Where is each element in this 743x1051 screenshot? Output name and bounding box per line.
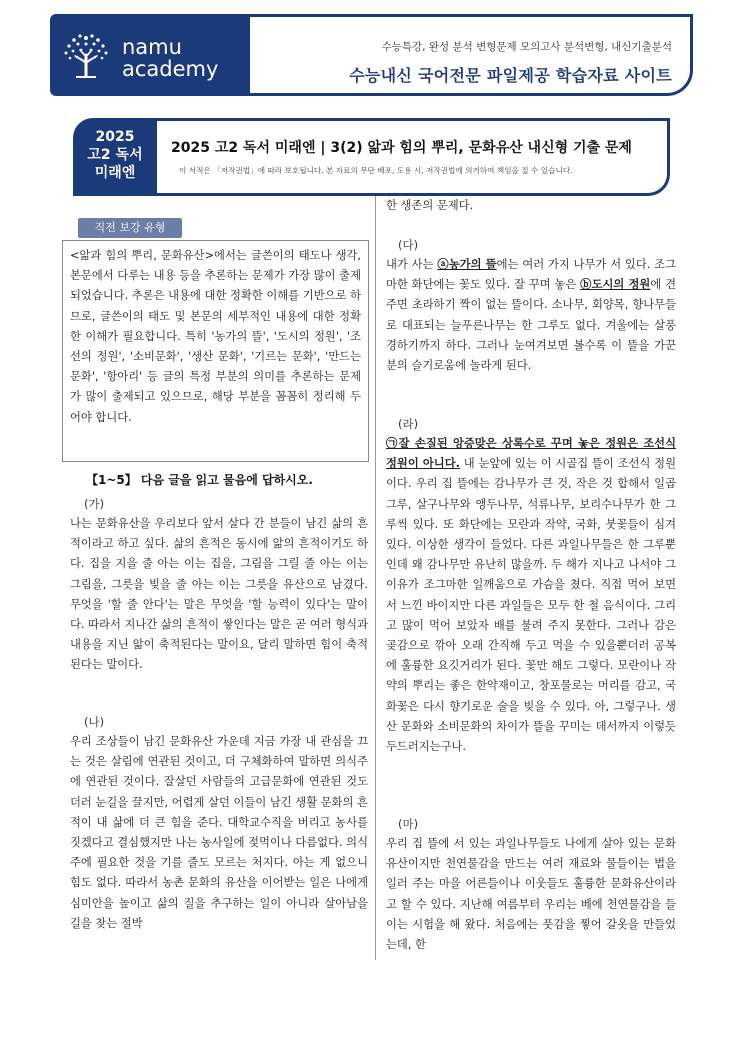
course-badge — [73, 118, 157, 196]
da-text-3: 에 견주면 초라하기 짝이 없는 뜰이다. 소나무, 회양목, 향나무들로 대표되는 늘푸른나무는 한 그루도 없다. 겨울에는 살풍경하기까지 하다. 그러나 눈여겨보면 볼수록 이 뜰을 가꾼 분의 슬기로움에 놀라게 된다. — [386, 278, 677, 373]
passage-da-label: (다) — [398, 238, 419, 252]
copyright-notice: 이 서적은 「저작권법」에 따라 보호됩니다. 본 자료의 무단 배포, 도용 시, 저작권법에 의거하여 책임을 질 수 있습니다. — [179, 166, 573, 175]
brand-name — [122, 36, 218, 80]
brand-line-2: academy — [122, 57, 219, 81]
passage-ga-label: (가) — [84, 497, 105, 511]
passage-ma-label: (마) — [398, 817, 419, 831]
passage-ga-text: 나는 문화유산을 우리보다 앞서 살다 간 분들이 남긴 삶의 흔적이라고 하고 싶다. 삶의 흔적은 동시에 앎의 흔적이기도 하다. 집을 지을 줄 아는 이는 집을, 그림을 그릴 줄 아는 이는 그림을, 그릇을 빚을 줄 아는 이는 그릇을 유산으로 남겼다. 무엇을 '할 줄 안다'는 말은 무엇을 '할 능력이 있다'는 말이다. 따라서 지나간 삶의 흔적이 쌓인다는 말은 곧 여러 형식과 내용을 지닌 앎이 축적된다는 말이요, 달리 말하면 힘이 축적된다는 말이다. — [70, 517, 368, 672]
column-divider — [375, 196, 376, 960]
document-title: 2025 고2 독서 미래엔 | 3(2) 앎과 힘의 뿌리, 문화유산 내신형 기출 문제 — [171, 140, 632, 156]
passage-ra-text — [386, 434, 676, 757]
section-badge: 직전 보강 유형 — [78, 218, 182, 238]
passage-ma — [386, 814, 676, 955]
intro-text: <앎과 힘의 뿌리, 문화유산>에서는 글쓴이의 태도나 생각, 본문에서 다루는 내용 등을 추론하는 문제가 가장 많이 출제되었습니다. 추론은 내용에 대한 정확한 이해를 기반으로 하므로, 글쓴이의 태도 및 본문의 세부적인 내용에 대한 정확한 이해가 필요합니다. 특히 '농가의 뜰', '도시의 정원', '조선의 정원', '소비문화', '생산 문화', '기르는 문화', '만드는 문화', '항아리' 등 글의 특정 부분의 의미를 추론하는 문제가 많이 출제되고 있으므로, 해당 부분을 꼼꼼히 정리해 두어야 합니다. — [70, 249, 361, 424]
continued-line: 한 생존의 문제다. — [386, 199, 474, 212]
document-title-bar — [157, 118, 670, 196]
da-marker-a: ⓐ농가의 뜰 — [437, 258, 497, 271]
passage-da — [386, 235, 676, 376]
passage-ra-label: (라) — [398, 417, 419, 431]
question-heading: 【1~5】 다음 글을 읽고 물음에 답하시오. — [86, 473, 313, 487]
ra-text: 내 눈앞에 있는 이 시골집 뜰이 조선식 정원이다. 우리 집 뜰에는 감나무가 큰 것, 작은 것 합해서 일곱 그루, 살구나무와 앵두나무, 석류나무, 보리수나무가 한 그루씩 있다. 또 화단에는 모란과 작약, 국화, 붓꽃들이 심겨 있다. 이상한 생각이 들었다. 다른 과일나무들은 한 그루뿐인데 왜 감나무만 유난히 많을까. 두 해가 지나고 나서야 그 이유가 조그마한 일깨움으로 가슴을 쳤다. 직접 먹어 보면서 느낀 바이지만 다른 과일들은 모두 한 철 음식이다. 그리고 많이 먹어 보았자 배를 불려 주지 못한다. 그러나 감은 곶감으로 깎아 오래 간직해 두고 먹을 수 있을뿐더러 공복에 훌륭한 요깃거리가 된다. 꽃만 해도 그렇다. 모란이나 작약의 뿌리는 좋은 한약재이고, 창포물로는 머리를 감고, 국화꽃은 다시 향기로운 술을 빚을 수 있다. 아, 그렇구나. 생산 문화와 소비문화의 차이가 뜰을 꾸미는 데서까지 이렇듯 두드러지는구나. — [386, 457, 677, 754]
ra-underlined-sentence: ㉠잘 손질된 앙증맞은 상록수로 꾸며 놓은 정원은 조선식 정원이 아니다. — [386, 437, 676, 471]
header-banner — [250, 14, 693, 96]
passage-ra — [386, 414, 676, 757]
passage-ga — [70, 494, 368, 676]
brand-line-1: namu — [122, 35, 182, 59]
course-publisher: 미래엔 — [94, 165, 136, 181]
course-year: 2025 — [95, 129, 135, 145]
passage-da-text — [386, 255, 676, 376]
da-text-2: 에는 여러 가지 나무가 서 있다. 조그마한 화단에는 꽃도 있다. 잘 꾸며 놓은 — [386, 258, 676, 292]
passage-ma-text: 우리 집 뜰에 서 있는 과일나무들도 나에게 살아 있는 문화유산이지만 천연물감을 만드는 여러 재료와 물들이는 법을 일러 주는 마을 어른들이나 이웃들도 훌륭한 문화유산이라고 할 수 있다. 지난해 여름부터 우리는 베에 천연물감을 들이는 시험을 해 왔다. 처음에는 풋감을 찧어 갈옷을 만들었는데, 한 — [386, 837, 676, 952]
brand-logo-block — [50, 14, 250, 96]
course-subject: 고2 독서 — [87, 147, 143, 163]
passage-na-label: (나) — [84, 715, 105, 729]
da-marker-b: ⓑ도시의 정원 — [580, 278, 651, 292]
passage-na — [70, 712, 368, 934]
header-subtitle: 수능특강, 완성 분석 변형문제 모의고사 분석변형, 내신기출분석 — [381, 41, 672, 53]
da-text-1: 내가 사는 — [386, 258, 438, 271]
header-main-title: 수능내신 국어전문 파일제공 학습자료 사이트 — [349, 66, 672, 85]
tree-logo-icon — [60, 24, 112, 82]
intro-box — [62, 240, 369, 462]
passage-na-text: 우리 조상들이 남긴 문화유산 가운데 지금 가장 내 관심을 끄는 것은 살림에 연관된 것이고, 더 구체화하여 말하면 의식주에 연관된 것이다. 잘살던 사람들의 고급문화에 연관된 것도 더러 눈길을 끌지만, 어렵게 살던 이들이 남긴 생활 문화의 흔적이 내 삶에 더 큰 힘을 준다. 대학교수직을 버리고 농사를 짓겠다고 결심했지만 나는 농사일에 젖먹이나 다름없다. 의식주에 필요한 것을 기를 줄도 모르는 처지다. 아는 게 없으니 힘도 없다. 따라서 농촌 문화의 유산을 이어받는 일은 나에게 심미안을 높이고 삶의 질을 추구하는 일이 아니라 살아남을 길을 찾는 절박 — [70, 735, 368, 930]
passage-continued — [386, 196, 676, 216]
